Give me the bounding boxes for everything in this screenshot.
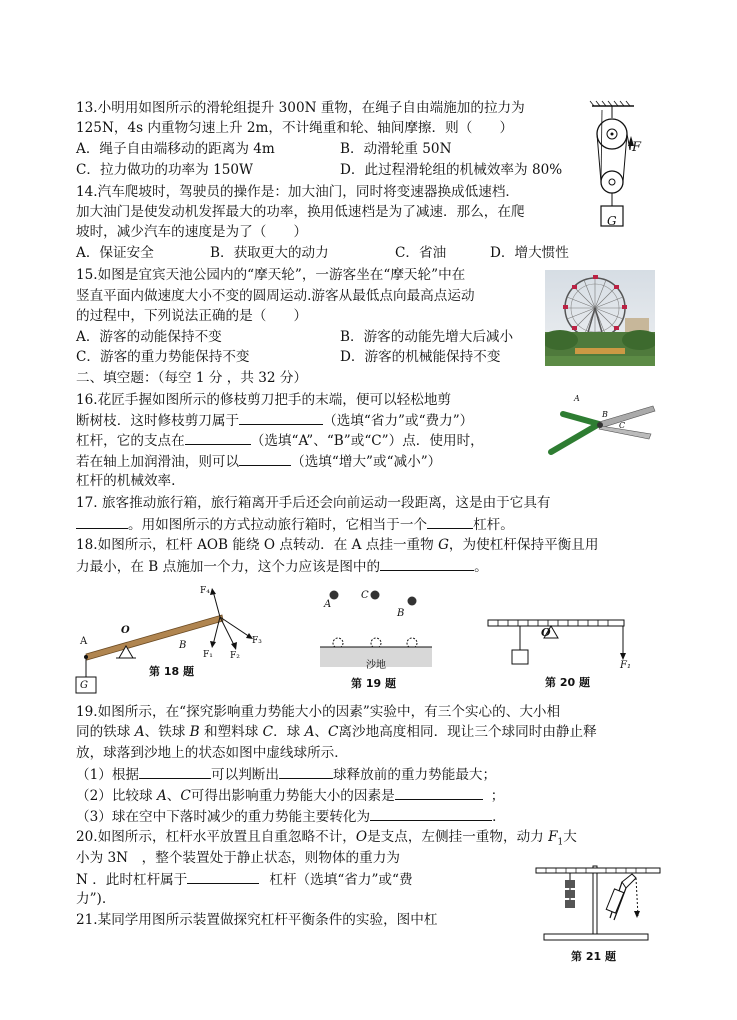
f20-label-o: O <box>541 626 551 639</box>
q14-line1: 14.汽车爬坡时，驾驶员的操作是：加大油门，同时将变速器换成低速档． <box>76 184 520 200</box>
pulley-force-label: F <box>632 140 642 155</box>
q15-line3: 的过程中，下列说法正确的是（ ） <box>76 308 308 324</box>
q13-option-d: D．此过程滑轮组的机械效率为 80% <box>340 162 563 178</box>
q14-option-c: C．省油 <box>395 245 447 261</box>
q19-text: 离沙地高度相同．现让三个球同时由静止释 <box>338 724 597 740</box>
q19-text: 同的铁球 <box>76 724 135 740</box>
q15-line2: 竖直平面内做速度大小不变的圆周运动.游客从最低点向最高点运动 <box>76 288 475 304</box>
q20-text: 20.如图所示，杠杆水平放置且自重忽略不计， <box>76 829 356 845</box>
q16-blank-1[interactable] <box>239 410 323 425</box>
section-fill-in-heading: 二、填空题：（每空 1 分 ，共 32 分） <box>76 370 308 386</box>
shears-label-a: A <box>574 394 580 403</box>
q19-ball-c: C <box>180 788 191 804</box>
q15-line1: 15.如图是宜宾天池公园内的“摩天轮”，一游客坐在“摩天轮”中在 <box>76 267 466 283</box>
q16-blank-2[interactable] <box>185 430 251 445</box>
q18-line1 <box>76 535 598 555</box>
q13-option-c: C．拉力做功的功率为 150W <box>76 162 253 178</box>
q20-line4: 力”). <box>76 891 107 907</box>
q19-blank-3[interactable] <box>395 785 483 800</box>
q19-blank-4[interactable] <box>370 806 492 821</box>
ferris-wheel-photo <box>545 270 655 366</box>
q20-text: N ．此时杠杆属于 <box>76 872 188 888</box>
q17-line2 <box>76 514 514 535</box>
f19-caption: 第 19 题 <box>351 677 396 690</box>
q15-option-b: B．游客的动能先增大后减小 <box>340 329 514 345</box>
f18-label-f4: F₄ <box>200 586 210 596</box>
q16-text: 杠杆，它的支点在 <box>76 433 185 449</box>
q19-ball-c: C <box>328 724 339 740</box>
q16-text: 断树枝．这时修枝剪刀属于 <box>76 413 240 429</box>
q21-line1: 21.某同学用图所示装置做探究杠杆平衡条件的实验，图中杠 <box>76 912 438 928</box>
q19-text: （2）比较球 <box>76 788 157 804</box>
q14-option-d: D．增大惯性 <box>490 245 569 261</box>
q19-text: 可得出影响重力势能大小的因素是 <box>190 788 395 804</box>
q13-line2: 125N，4s 内重物匀速上升 2m，不计绳重和轮、轴间摩擦．则（ ） <box>76 120 514 136</box>
q14-option-a: A．保证安全 <box>76 245 154 261</box>
q18-text: ，为使杠杆保持平衡且用 <box>448 537 599 553</box>
q19-line3: 放，球落到沙地上的状态如图中虚线球所示． <box>76 745 348 761</box>
q20-line2: 小为 3N ，整个装置处于静止状态，则物体的重力为 <box>76 850 400 866</box>
q20-o-symbol: O <box>355 829 368 845</box>
q19-ball-b: B <box>189 724 200 740</box>
q16-line2 <box>76 410 473 431</box>
q17-line1: 17. 旅客推动旅行箱，旅行箱离开手后还会向前运动一段距离，这是由于它具有 <box>76 495 551 511</box>
q20-line3 <box>76 869 413 890</box>
q20-text: 大 <box>563 829 577 845</box>
q17-text: 杠杆。 <box>473 517 514 533</box>
q18-line2 <box>76 556 488 577</box>
pruning-shears-figure <box>543 384 659 460</box>
q19-text: ； <box>490 788 505 804</box>
f18-label-o: O <box>121 625 130 636</box>
q19-sub1 <box>76 764 496 785</box>
q19-text: 和塑料球 <box>199 724 263 740</box>
q16-blank-3[interactable] <box>239 451 291 466</box>
q20-text: 杠杆（选填“省力”或“费 <box>269 872 413 888</box>
f21-caption: 第 21 题 <box>571 950 616 963</box>
q19-text: （1）根据 <box>76 767 140 783</box>
q13-option-b: B．动滑轮重 50N <box>340 141 452 157</box>
q19-ball-a: A <box>304 724 315 740</box>
q16-text: （选填“A”、“B”或“C”）点．使用时， <box>250 433 484 449</box>
q16-line3 <box>76 430 484 451</box>
f18-label-g: G <box>80 680 88 691</box>
q14-line3: 坡时，减少汽车的速度是为了（ ） <box>76 224 308 240</box>
q13-line1: 13.小明用如图所示的滑轮组提升 300N 重物，在绳子自由端施加的拉力为 <box>76 100 525 116</box>
f18-label-f2: F₂ <box>230 651 240 661</box>
f18-label-a: A <box>80 636 88 647</box>
f18-label-f1: F₁ <box>203 650 213 660</box>
f20-label-f1: F₁ <box>620 660 631 671</box>
f19-label-sand: 沙地 <box>366 660 386 671</box>
q13-option-a: A．绳子自由端移动的距离为 4m <box>76 141 275 157</box>
q19-line2 <box>76 722 597 742</box>
q16-text: （选填“增大”或“减小”） <box>291 454 442 470</box>
q16-text: 若在轴上加润滑油，则可以 <box>76 454 240 470</box>
q19-text: ． <box>492 809 506 825</box>
q17-blank-2[interactable] <box>427 514 473 529</box>
q15-option-c: C．游客的重力势能保持不变 <box>76 349 250 365</box>
lever-balance-figure-21 <box>526 858 666 944</box>
q16-line5: 杠杆的机械效率. <box>76 473 176 489</box>
q18-text: 力最小，在 B 点施加一个力，这个力应该是图中的 <box>76 559 381 575</box>
lever-figure-20 <box>484 612 634 672</box>
q19-sub3 <box>76 806 506 827</box>
f19-label-a: A <box>324 599 332 610</box>
pulley-weight-label: G <box>607 214 617 228</box>
q16-text: （选填“省力”或“费力”） <box>323 413 474 429</box>
q19-line1: 19.如图所示，在“探究影响重力势能大小的因素”实验中，有三个实心的、大小相 <box>76 704 561 720</box>
q19-blank-1[interactable] <box>139 764 211 779</box>
q15-option-d: D．游客的机械能保持不变 <box>340 349 501 365</box>
q18-text: 18.如图所示，杠杆 AOB 能绕 O 点转动．在 A 点挂一重物 <box>76 537 439 553</box>
shears-label-c: C <box>619 421 626 430</box>
q16-line1: 16.花匠手握如图所示的修枝剪刀把手的末端，便可以轻松地剪 <box>76 392 452 408</box>
q14-line2: 加大油门是使发动机发挥最大的功率，换用低速档是为了减速．那么，在爬 <box>76 204 525 220</box>
q20-f-subscript: 1 <box>557 837 564 848</box>
f18-label-b: B <box>179 640 187 651</box>
q19-ball-a: A <box>134 724 145 740</box>
q14-option-b: B．获取更大的动力 <box>210 245 329 261</box>
q18-g-symbol: G <box>438 537 449 553</box>
q19-sub2 <box>76 785 504 806</box>
q18-text: 。 <box>474 559 488 575</box>
shears-label-b: B <box>602 410 608 419</box>
q19-text: 、 <box>166 788 181 804</box>
q19-text: ．球 <box>273 724 305 740</box>
q19-text: 球释放前的重力势能最大； <box>333 767 497 783</box>
q19-ball-a: A <box>156 788 167 804</box>
q18-blank[interactable] <box>380 556 474 571</box>
q19-text: （3）球在空中下落时减少的重力势能主要转化为 <box>76 809 371 825</box>
f20-caption: 第 20 题 <box>545 676 590 689</box>
q19-blank-2[interactable] <box>279 764 333 779</box>
q20-text: 是支点，左侧挂一重物，动力 <box>367 829 549 845</box>
q16-line4 <box>76 451 441 472</box>
q17-text: 。用如图所示的方式拉动旅行箱时，它相当于一个 <box>128 517 428 533</box>
q17-blank-1[interactable] <box>76 514 128 529</box>
f19-label-b: B <box>397 608 405 619</box>
pulley-figure <box>588 100 648 235</box>
q19-text: 、 <box>314 724 329 740</box>
q20-f-symbol: F <box>548 829 558 845</box>
q19-text: 、铁球 <box>144 724 190 740</box>
q19-ball-c: C <box>262 724 274 740</box>
f19-label-c: C <box>361 590 369 601</box>
q15-option-a: A．游客的动能保持不变 <box>76 329 222 345</box>
q20-blank[interactable] <box>187 869 259 884</box>
f18-label-f3: F₃ <box>252 636 262 646</box>
q19-text: 可以判断出 <box>211 767 279 783</box>
f18-caption: 第 18 题 <box>149 665 194 678</box>
